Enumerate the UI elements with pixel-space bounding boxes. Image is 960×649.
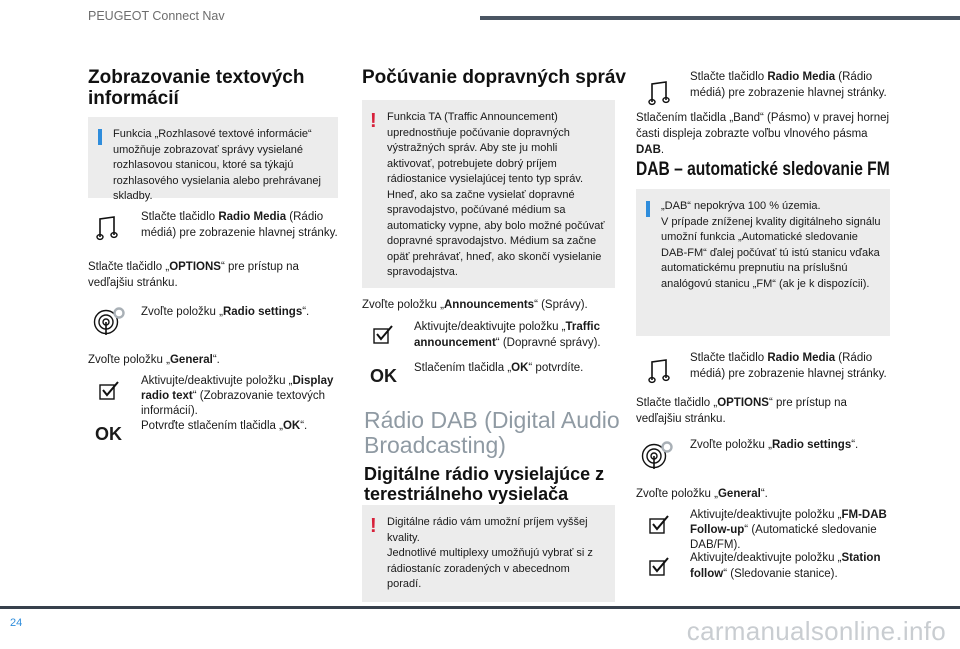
- para-band: Stlačením tlačidla „Band“ (Pásmo) v pravej hornej časti displeja zobrazte voľbu vlnového pásma DAB.: [636, 112, 890, 156]
- checkbox-icon: [98, 380, 120, 402]
- section-heading-dab-fm: DAB – automatické sledovanie FM: [636, 159, 890, 180]
- music-note-icon: [96, 215, 118, 241]
- radio-settings-icon: [92, 306, 126, 336]
- checkbox-icon: [648, 514, 670, 536]
- header-bar: [480, 16, 960, 20]
- warning-note-text: Digitálne rádio vám umožní príjem vyššej kvality. Jednotlivé multiplexy umožňujú vybrať si z rádiostaníc zoradených v abecednom poradí.: [387, 516, 593, 590]
- section-heading-traffic: Počúvanie dopravných správ: [362, 67, 626, 88]
- music-note-icon: [648, 358, 670, 384]
- warning-icon: !: [370, 515, 377, 537]
- footer-rule: [0, 606, 960, 609]
- ok-icon: OK: [370, 366, 397, 386]
- music-note-icon: [648, 80, 670, 106]
- step-radio-media: Stlačte tlačidlo Radio Media (Rádio médiá) pre zobrazenie hlavnej stránky.: [141, 211, 338, 239]
- watermark: carmanualsonline.info: [686, 616, 946, 646]
- para-general: Zvoľte položku „General“.: [636, 488, 768, 500]
- para-announcements: Zvoľte položku „Announcements“ (Správy).: [362, 299, 588, 311]
- radio-settings-icon: [640, 440, 674, 470]
- step-radio-settings: Zvoľte položku „Radio settings“.: [690, 439, 859, 451]
- section-heading-text-info: Zobrazovanie textových informácií: [88, 67, 305, 109]
- warning-note-text: Funkcia TA (Traffic Announcement) uprednostňuje počúvanie dopravných výstražných správ. Aby ste ju mohli aktivovať, potrebujete dobrý príjem rádiostanice vysielajúcej tento typ správ. Hneď, ako sa začne vysielať dopravné spravodajstvo, počúvané médium sa automaticky vypne, aby bolo možné počúvať dopravné spravodajstvo. Médium sa začne opäť prehrávať, hneď, ako skončí vysielanie spravodajstva.: [387, 111, 605, 278]
- step-radio-settings: Zvoľte položku „Radio settings“.: [141, 306, 310, 318]
- ok-icon: OK: [95, 424, 122, 444]
- step-radio-media: Stlačte tlačidlo Radio Media (Rádio médiá) pre zobrazenie hlavnej stránky.: [690, 352, 887, 380]
- running-header: PEUGEOT Connect Nav: [88, 9, 225, 23]
- info-note-marker: [98, 129, 102, 145]
- step-station-follow: Aktivujte/deaktivujte položku „Station follow“ (Sledovanie stanice).: [690, 552, 881, 580]
- checkbox-icon: [372, 324, 394, 346]
- para-general: Zvoľte položku „General“.: [88, 354, 220, 366]
- step-confirm-ok: Stlačením tlačidla „OK“ potvrdíte.: [414, 362, 584, 374]
- info-note: [88, 117, 338, 202]
- warning-icon: !: [370, 110, 377, 132]
- step-fm-dab-follow-up: Aktivujte/deaktivujte položku „FM-DAB Follow-up“ (Automatické sledovanie DAB/FM).: [690, 509, 887, 551]
- section-heading-dab: Rádio DAB (Digital Audio Broadcasting): [364, 407, 620, 458]
- info-note-text: Funkcia „Rozhlasové textové informácie“ umožňuje zobrazovať správy vysielané rozhlasovou stanicou, ktoré sa týkajú rozhlasového vysielania alebo prehrávanej skladby.: [113, 128, 321, 202]
- warning-note: [362, 505, 615, 602]
- para-options: Stlačte tlačidlo „OPTIONS“ pre prístup na vedľajšiu stránku.: [636, 397, 847, 425]
- info-note-marker: [646, 201, 650, 217]
- checkbox-icon: [648, 556, 670, 578]
- page-number: 24: [10, 617, 23, 629]
- info-note: [636, 189, 890, 336]
- warning-note: [362, 100, 615, 288]
- step-display-radio-text: Aktivujte/deaktivujte položku „Display radio text“ (Zobrazovanie textových informácií).: [141, 375, 334, 417]
- info-note-text: „DAB“ nepokrýva 100 % územia. V prípade zníženej kvality digitálneho signálu umožní funkcia „Automatické sledovanie DAB-FM“ ďalej počúvať tú istú stanicu vďaka automatickému prepnutiu na príslušnú analógovú stanicu „FM“ (ak je k dispozícii).: [661, 200, 881, 290]
- step-radio-media: Stlačte tlačidlo Radio Media (Rádio médiá) pre zobrazenie hlavnej stránky.: [690, 71, 887, 99]
- subheading-digital-radio: Digitálne rádio vysielajúce z terestriálneho vysielača: [364, 464, 605, 504]
- step-traffic-announcement: Aktivujte/deaktivujte položku „Traffic announcement“ (Dopravné správy).: [414, 321, 601, 349]
- para-options: Stlačte tlačidlo „OPTIONS“ pre prístup na vedľajšiu stránku.: [88, 261, 299, 289]
- step-confirm-ok: Potvrďte stlačením tlačidla „OK“.: [141, 420, 308, 432]
